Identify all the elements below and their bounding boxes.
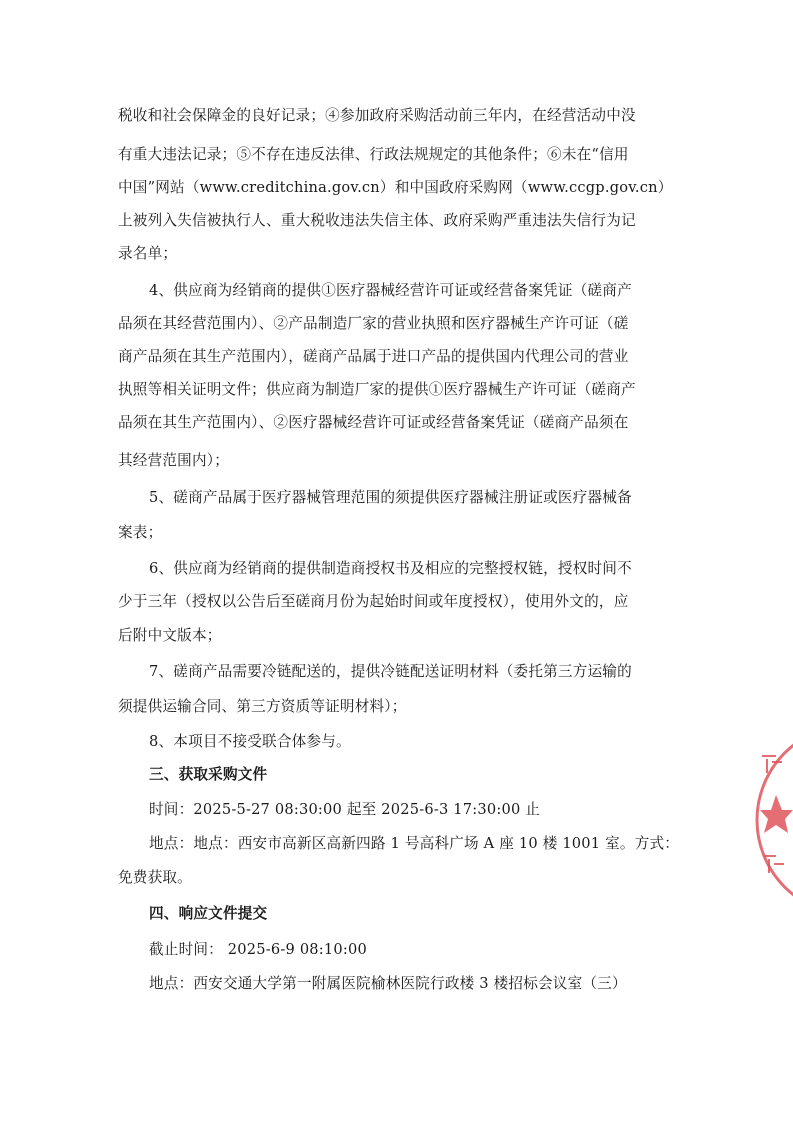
- paragraph-line: 品须在其经营范围内）、②产品制造厂家的营业执照和医疗器械生产许可证（磋: [118, 315, 629, 332]
- paragraph-line: 上被列入失信被执行人、重大税收违法失信主体、政府采购严重违法失信行为记: [118, 212, 636, 229]
- paragraph-line: 执照等相关证明文件；供应商为制造厂家的提供①医疗器械生产许可证（磋商产: [118, 381, 636, 398]
- paragraph-line: 有重大违法记录；⑤不存在违反法律、行政法规规定的其他条件；⑥未在“信用: [118, 146, 629, 163]
- paragraph-line: 税收和社会保障金的良好记录；④参加政府采购活动前三年内，在经营活动中没: [118, 107, 636, 124]
- paragraph-line: 须提供运输合同、第三方资质等证明材料）；: [118, 698, 407, 715]
- section-heading: 三、获取采购文件: [149, 766, 268, 783]
- paragraph-line: 截止时间： 2025-6-9 08:10:00: [149, 941, 367, 958]
- paragraph-line: 地点：地点：西安市高新区高新四路 1 号高科广场 A 座 10 楼 1001 室。方式：: [149, 835, 680, 852]
- paragraph-line: 少于三年（授权以公告后至磋商月份为起始时间或年度授权），使用外文的，应: [118, 593, 629, 610]
- paragraph-line: 地点：西安交通大学第一附属医院榆林医院行政楼 3 楼招标会议室（三）: [149, 975, 627, 992]
- paragraph-line: 商产品须在其生产范围内），磋商产品属于进口产品的提供国内代理公司的营业: [118, 348, 629, 365]
- paragraph-line: 7、磋商产品需要冷链配送的，提供冷链配送证明材料（委托第三方运输的: [149, 663, 632, 680]
- paragraph-line: 5、磋商产品属于医疗器械管理范围的须提供医疗器械注册证或医疗器械备: [149, 489, 632, 506]
- paragraph-line: 时间：2025-5-27 08:30:00 起至 2025-6-3 17:30:00 止: [149, 801, 541, 818]
- paragraph-line: 6、供应商为经销商的提供制造商授权书及相应的完整授权链，授权时间不: [149, 560, 632, 577]
- paragraph-line: 录名单；: [118, 245, 178, 262]
- paragraph-line: 8、本项目不接受联合体参与。: [149, 733, 351, 750]
- official-seal-partial: [742, 735, 793, 905]
- section-heading: 四、响应文件提交: [149, 905, 268, 922]
- paragraph-line: 案表；: [118, 524, 163, 541]
- paragraph-line: 后附中文版本；: [118, 627, 222, 644]
- paragraph-line: 中国”网站（www.creditchina.gov.cn）和中国政府采购网（www.ccgp.gov.cn）: [118, 179, 673, 196]
- paragraph-line: 其经营范围内）；: [118, 452, 230, 469]
- paragraph-line: 免费获取。: [118, 869, 192, 886]
- paragraph-line: 品须在其生产范围内）、②医疗器械经营许可证或经营备案凭证（磋商产品须在: [118, 414, 629, 431]
- paragraph-line: 4、供应商为经销商的提供①医疗器械经营许可证或经营备案凭证（磋商产: [149, 282, 632, 299]
